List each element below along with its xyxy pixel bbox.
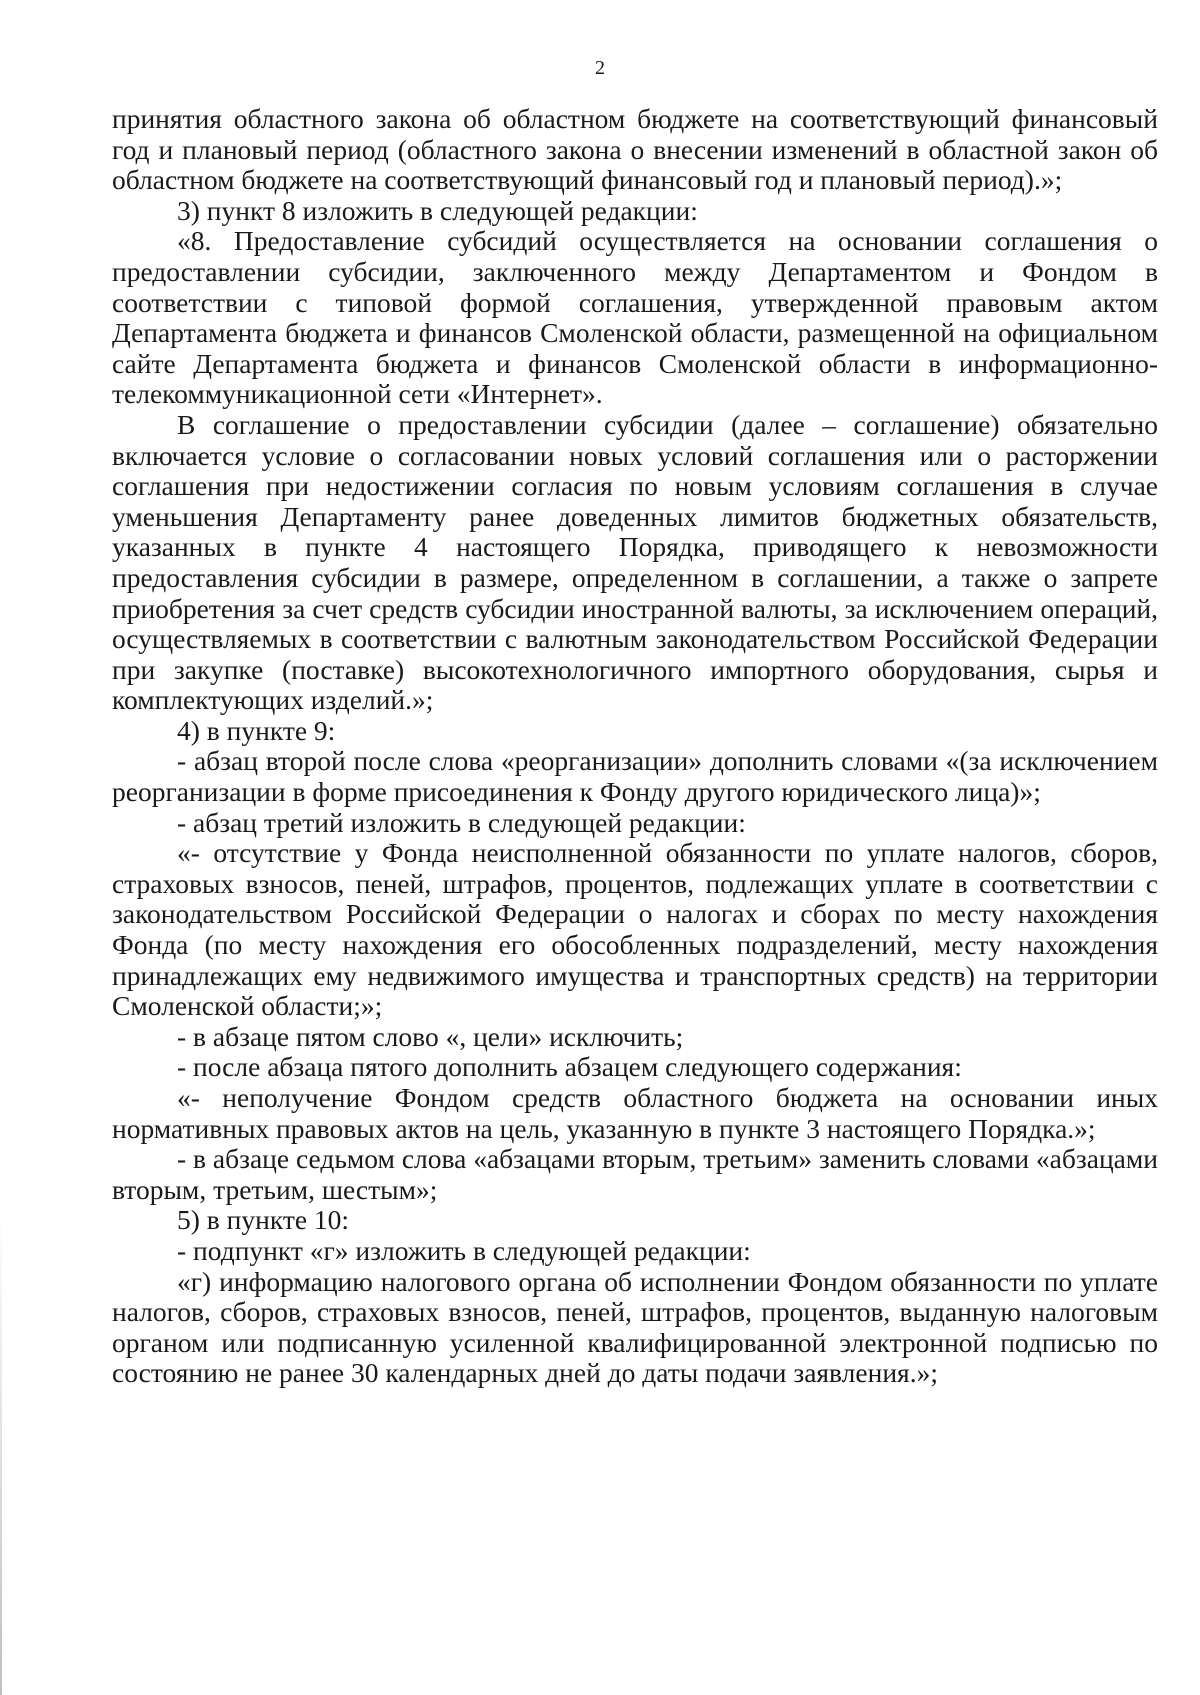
paragraph: «- неполучение Фондом средств областного бюджета на основании иных нормативных правовых актов на цель, указанную в пункте 3 настоящего Порядка.»; bbox=[112, 1082, 1158, 1144]
paragraph: - подпункт «г» изложить в следующей редакции: bbox=[177, 1234, 751, 1266]
paragraph: - в абзаце седьмом слова «абзацами вторым, третьим» заменить словами «абзацами вторым, третьим, шестым»; bbox=[112, 1143, 1158, 1205]
paragraph: - абзац второй после слова «реорганизации» дополнить словами «(за исключением реорганизации в форме присоединения к Фонду другого юридического лица)»; bbox=[112, 745, 1158, 808]
page-number: 2 bbox=[595, 57, 605, 79]
document-body bbox=[112, 104, 1158, 1389]
paragraph: «г) информацию налогового органа об исполнении Фондом обязанности по уплате налогов, сборов, страховых взносов, пеней, штрафов, процентов, выданную налоговым органом или подписанную усиленной квалифицированной электронной подписью по состоянию не ранее 30 календарных дней до даты подачи заявления.»; bbox=[112, 1265, 1158, 1389]
paragraph: 3) пункт 8 изложить в следующей редакции: bbox=[177, 194, 698, 226]
paragraph: «8. Предоставление субсидий осуществляется на основании соглашения о предоставлении субсидии, заключенного между Департаментом и Фондом в соответствии с типовой формой соглашения, утвержденной правовым актом Департамента бюджета и финансов Смоленской области, размещенной на официальном сайте Департамента бюджета и финансов Смоленской области в информационно-телекоммуникационной сети «Интернет». bbox=[112, 225, 1158, 410]
paragraph: - после абзаца пятого дополнить абзацем следующего содержания: bbox=[177, 1051, 962, 1083]
paragraph: «- отсутствие у Фонда неисполненной обязанности по уплате налогов, сборов, страховых взносов, пеней, штрафов, процентов, подлежащих уплате в соответствии с законодательством Российской Федерации о налогах и сборах по месту нахождения Фонда (по месту нахождения его обособленных подразделений, месту нахождения принадлежащих ему недвижимого имущества и транспортных средств) на территории Смоленской области;»; bbox=[112, 837, 1158, 1022]
paragraph: принятия областного закона об областном бюджете на соответствующий финансовый год и плановый период (областного закона о внесении изменений в областной закон об областном бюджете на соответствующий финансовый год и плановый период).»; bbox=[112, 103, 1158, 196]
paragraph: 5) в пункте 10: bbox=[177, 1204, 350, 1236]
paragraph: В соглашение о предоставлении субсидии (далее – соглашение) обязательно включается условие о согласовании новых условий соглашения или о расторжении соглашения при недостижении согласия по новым условиям соглашения в случае уменьшения Департаменту ранее доведенных лимитов бюджетных обязательств, указанных в пункте 4 настоящего Порядка, приводящего к невозможности предоставления субсидии в размере, определенном в соглашении, а также о запрете приобретения за счет средств субсидии иностранной валюты, за исключением операций, осуществляемых в соответствии с валютным законодательством Российской Федерации при закупке (поставке) высокотехнологичного импортного оборудования, сырья и комплектующих изделий.»; bbox=[112, 408, 1158, 716]
paragraph: - в абзаце пятом слово «, цели» исключить; bbox=[177, 1020, 684, 1052]
paragraph: - абзац третий изложить в следующей редакции: bbox=[177, 806, 746, 838]
paragraph: 4) в пункте 9: bbox=[177, 714, 336, 746]
scan-edge-shadow bbox=[0, 1210, 2, 1695]
